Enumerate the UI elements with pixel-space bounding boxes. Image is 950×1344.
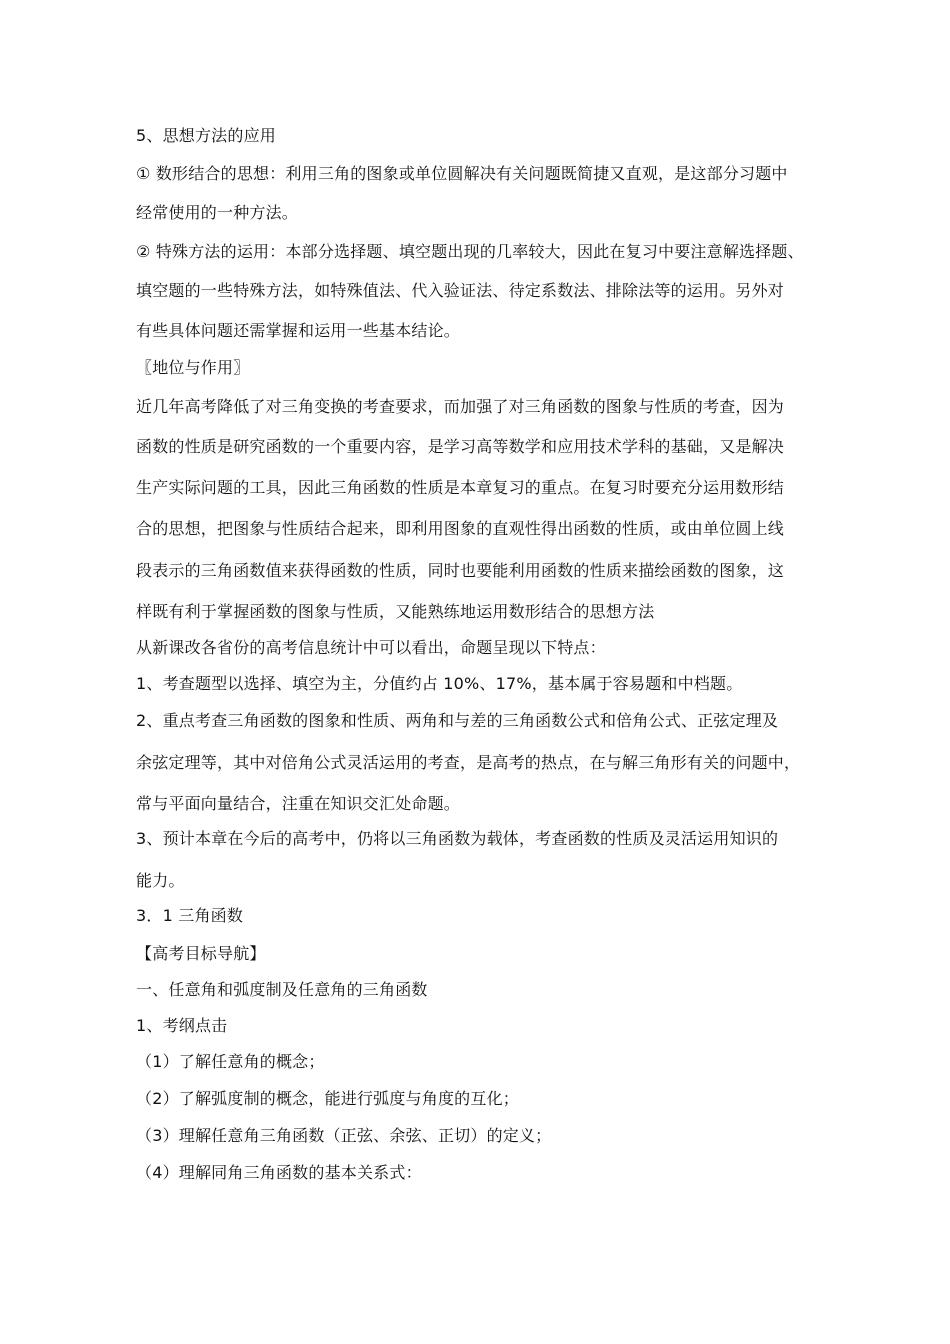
- subsection-heading: 1、考纲点击: [136, 1016, 228, 1035]
- paragraph-line: 常与平面向量结合，注重在知识交汇处命题。: [136, 794, 461, 813]
- section-heading: 3．1 三角函数: [136, 906, 244, 925]
- paragraph-line: 余弦定理等，其中对倍角公式灵活运用的考查，是高考的热点，在与解三角形有关的问题中，: [136, 753, 801, 772]
- paragraph-line: ① 数形结合的思想：利用三角的图象或单位圆解决有关问题既简捷又直观，是这部分习题中: [136, 164, 788, 183]
- paragraph-line: 段表示的三角函数值来获得函数的性质，同时也要能利用函数的性质来描绘函数的图象，这: [136, 561, 785, 580]
- paragraph-line: 近几年高考降低了对三角变换的考查要求，而加强了对三角函数的图象与性质的考查，因为: [136, 397, 785, 416]
- paragraph-line: 能力。: [136, 871, 185, 890]
- section-heading: 5、思想方法的应用: [136, 126, 276, 145]
- paragraph-line: 函数的性质是研究函数的一个重要内容，是学习高等数学和应用技术学科的基础，又是解决: [136, 437, 785, 456]
- list-item: （2）了解弧度制的概念，能进行弧度与角度的互化；: [136, 1089, 519, 1108]
- paragraph-line: 合的思想，把图象与性质结合起来，即利用图象的直观性得出函数的性质，或由单位圆上线: [136, 519, 785, 538]
- paragraph-line: 生产实际问题的工具，因此三角函数的性质是本章复习的重点。在复习时要充分运用数形结: [136, 478, 785, 497]
- list-item: 3、预计本章在今后的高考中，仍将以三角函数为载体，考查函数的性质及灵活运用知识的: [136, 829, 779, 848]
- paragraph-line: 样既有利于掌握函数的图象与性质，又能熟练地运用数形结合的思想方法: [136, 602, 655, 621]
- section-heading: 【高考目标导航】: [136, 944, 266, 963]
- paragraph-line: 有些具体问题还需掌握和运用一些基本结论。: [136, 321, 461, 340]
- paragraph-line: 经常使用的一种方法。: [136, 203, 299, 222]
- section-heading: 一、任意角和弧度制及任意角的三角函数: [136, 980, 428, 999]
- list-item: 2、重点考查三角函数的图象和性质、两角和与差的三角函数公式和倍角公式、正弦定理及: [136, 711, 779, 730]
- section-heading: 〖地位与作用〗: [136, 358, 250, 377]
- list-item: （1）了解任意角的概念；: [136, 1052, 325, 1071]
- paragraph-line: 填空题的一些特殊方法，如特殊值法、代入验证法、待定系数法、排除法等的运用。另外对: [136, 281, 785, 300]
- list-item: 1、考查题型以选择、填空为主，分值约占 10%、17%，基本属于容易题和中档题。: [136, 674, 743, 693]
- paragraph-line: 从新课改各省份的高考信息统计中可以看出，命题呈现以下特点：: [136, 638, 606, 657]
- list-item: （4）理解同角三角函数的基本关系式：: [136, 1163, 422, 1182]
- paragraph-line: ② 特殊方法的运用：本部分选择题、填空题出现的几率较大，因此在复习中要注意解选择题、: [136, 242, 804, 261]
- list-item: （3）理解任意角三角函数（正弦、余弦、正切）的定义；: [136, 1126, 552, 1145]
